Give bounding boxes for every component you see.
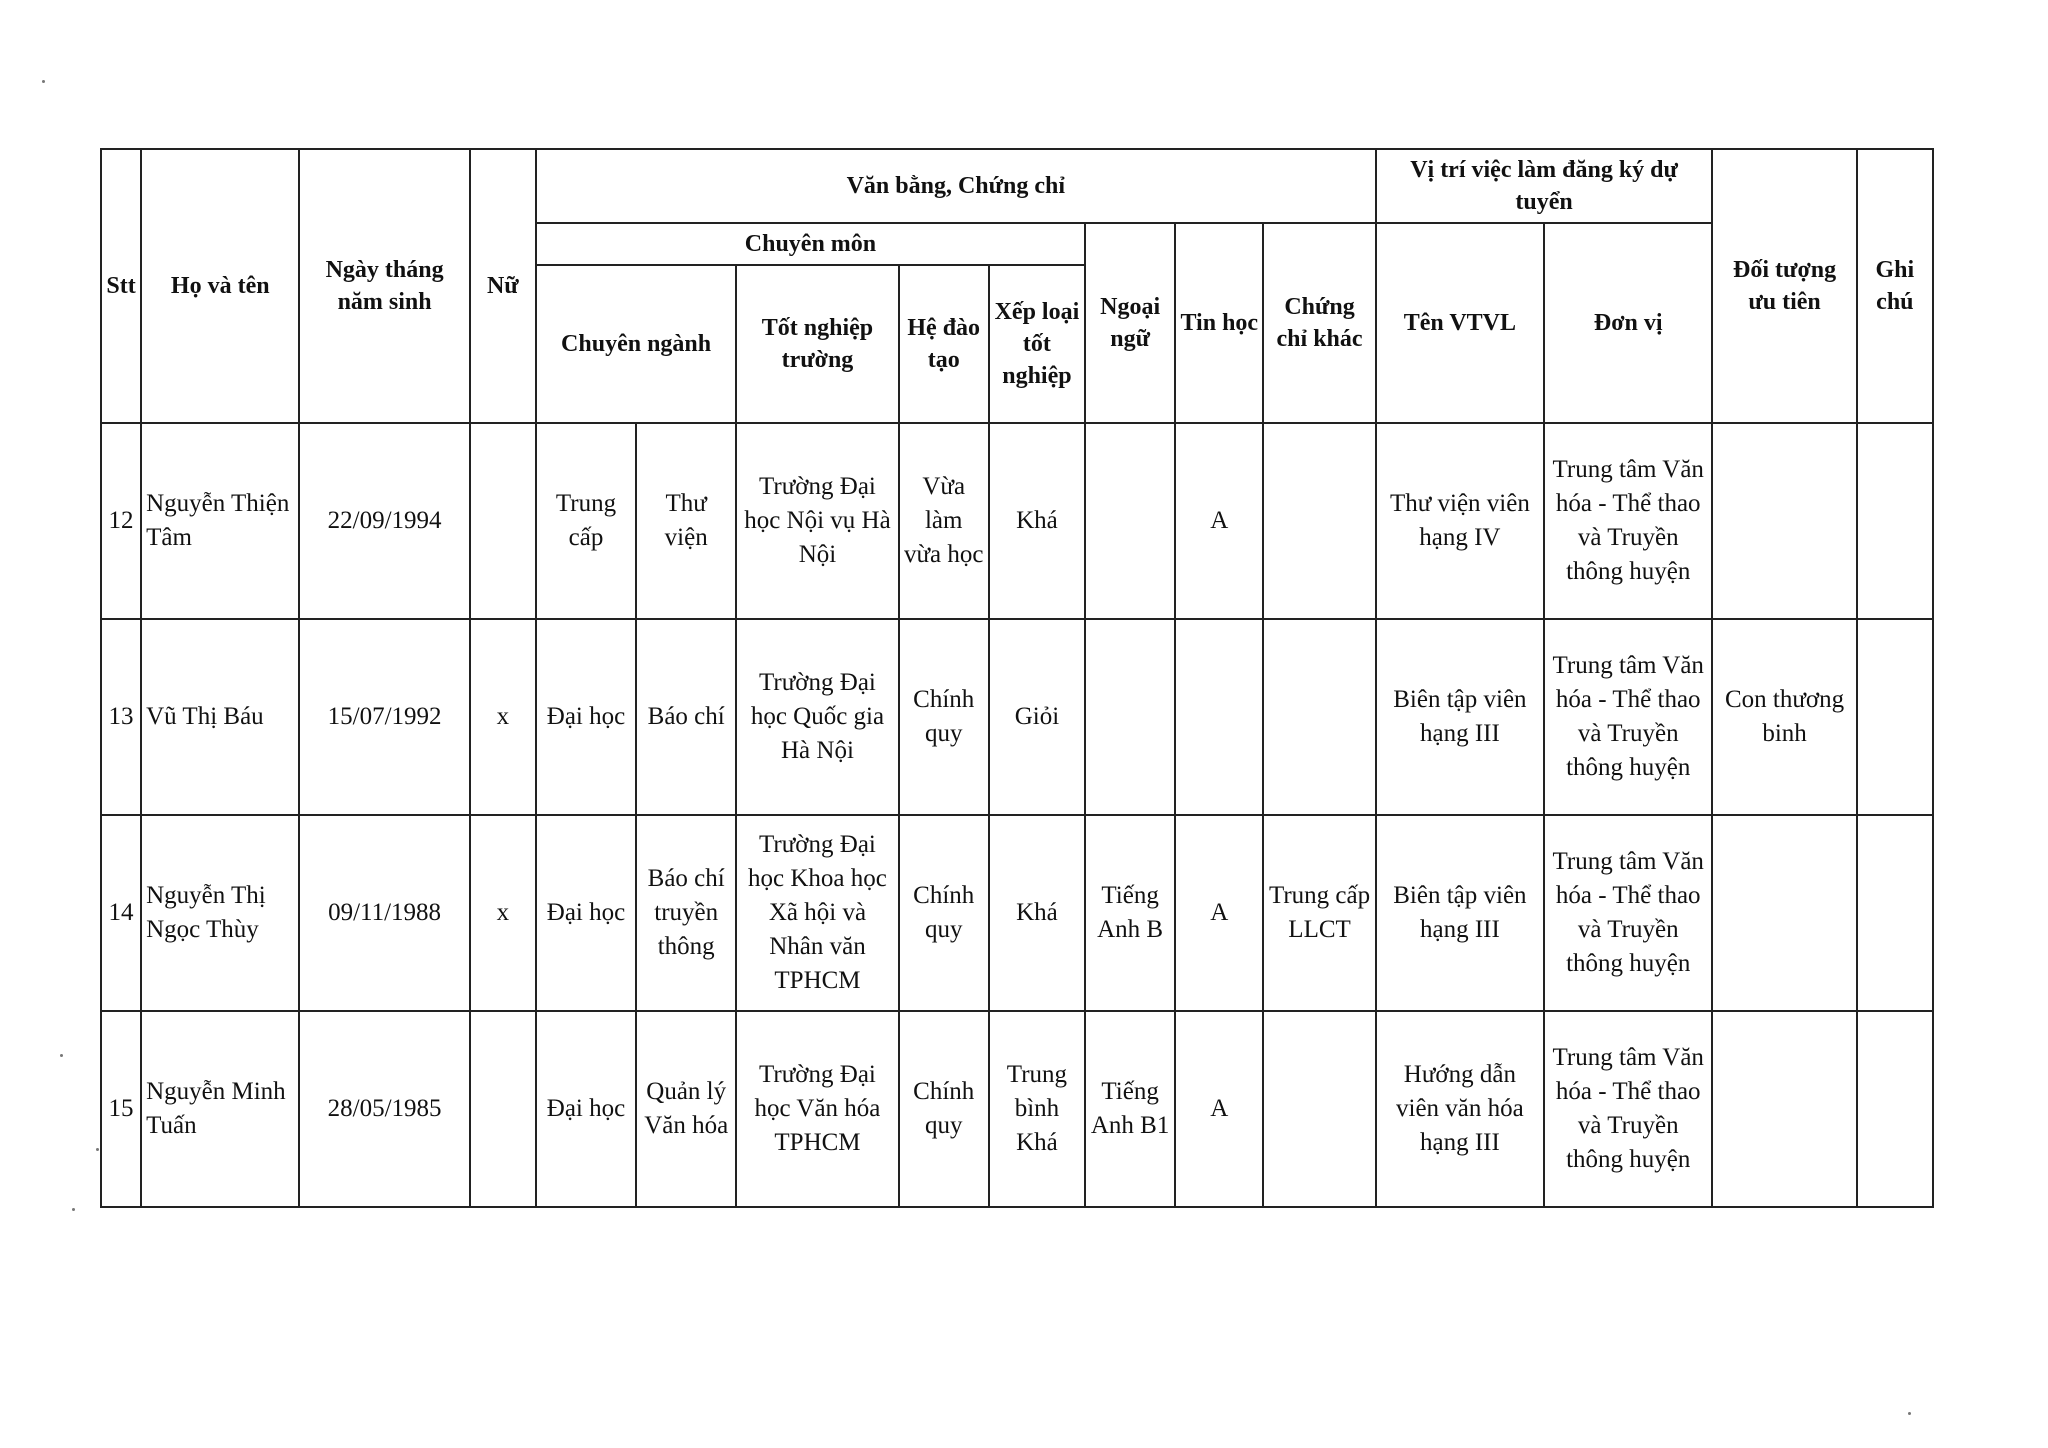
cell-mode: Chính quy <box>899 619 989 815</box>
candidate-table-container <box>100 148 1934 1208</box>
cell-female <box>470 423 536 619</box>
cell-mode: Chính quy <box>899 1011 989 1207</box>
table-row <box>101 423 1933 619</box>
table-row <box>101 619 1933 815</box>
cell-note <box>1857 1011 1933 1207</box>
header-other-certificate: Chứng chỉ khác <box>1263 223 1375 423</box>
cell-position: Hướng dẫn viên văn hóa hạng III <box>1376 1011 1544 1207</box>
cell-level: Đại học <box>536 619 636 815</box>
header-position-registered: Vị trí việc làm đăng ký dự tuyển <box>1376 149 1713 223</box>
header-priority: Đối tượng ưu tiên <box>1712 149 1856 423</box>
header-unit: Đơn vị <box>1544 223 1712 423</box>
cell-name: Vũ Thị Báu <box>141 619 299 815</box>
cell-mode: Vừa làm vừa học <box>899 423 989 619</box>
cell-school: Trường Đại học Quốc gia Hà Nội <box>736 619 898 815</box>
cell-priority: Con thương binh <box>1712 619 1856 815</box>
cell-language <box>1085 423 1175 619</box>
cell-major: Quản lý Văn hóa <box>636 1011 736 1207</box>
cell-position: Thư viện viên hạng IV <box>1376 423 1544 619</box>
cell-language <box>1085 619 1175 815</box>
cell-school: Trường Đại học Nội vụ Hà Nội <box>736 423 898 619</box>
cell-major: Thư viện <box>636 423 736 619</box>
cell-female <box>470 1011 536 1207</box>
scan-speck <box>72 1208 75 1211</box>
scan-speck <box>1908 1412 1911 1415</box>
header-date-of-birth: Ngày tháng năm sinh <box>299 149 469 423</box>
cell-unit: Trung tâm Văn hóa - Thể thao và Truyền thông huyện <box>1544 423 1712 619</box>
cell-dob: 28/05/1985 <box>299 1011 469 1207</box>
cell-unit: Trung tâm Văn hóa - Thể thao và Truyền thông huyện <box>1544 619 1712 815</box>
header-foreign-language: Ngoại ngữ <box>1085 223 1175 423</box>
cell-it: A <box>1175 423 1263 619</box>
cell-priority <box>1712 815 1856 1011</box>
cell-grade: Giỏi <box>989 619 1085 815</box>
table-row <box>101 815 1933 1011</box>
cell-grade: Khá <box>989 423 1085 619</box>
cell-it <box>1175 619 1263 815</box>
cell-unit: Trung tâm Văn hóa - Thể thao và Truyền thông huyện <box>1544 1011 1712 1207</box>
header-full-name: Họ và tên <box>141 149 299 423</box>
cell-level: Trung cấp <box>536 423 636 619</box>
cell-other-cert <box>1263 423 1375 619</box>
scan-speck <box>60 1054 63 1057</box>
cell-other-cert: Trung cấp LLCT <box>1263 815 1375 1011</box>
cell-mode: Chính quy <box>899 815 989 1011</box>
header-position-name: Tên VTVL <box>1376 223 1544 423</box>
cell-grade: Trung bình Khá <box>989 1011 1085 1207</box>
cell-position: Biên tập viên hạng III <box>1376 619 1544 815</box>
scan-speck <box>96 1148 99 1151</box>
cell-dob: 22/09/1994 <box>299 423 469 619</box>
cell-level: Đại học <box>536 1011 636 1207</box>
cell-note <box>1857 619 1933 815</box>
cell-name: Nguyễn Minh Tuấn <box>141 1011 299 1207</box>
cell-language: Tiếng Anh B <box>1085 815 1175 1011</box>
candidate-table <box>100 148 1934 1208</box>
cell-unit: Trung tâm Văn hóa - Thể thao và Truyền thông huyện <box>1544 815 1712 1011</box>
table-row <box>101 1011 1933 1207</box>
header-specialty: Chuyên môn <box>536 223 1085 265</box>
cell-female: x <box>470 619 536 815</box>
cell-position: Biên tập viên hạng III <box>1376 815 1544 1011</box>
cell-other-cert <box>1263 619 1375 815</box>
cell-female: x <box>470 815 536 1011</box>
cell-it: A <box>1175 815 1263 1011</box>
header-training-mode: Hệ đào tạo <box>899 265 989 423</box>
header-graduation-grade: Xếp loại tốt nghiệp <box>989 265 1085 423</box>
cell-note <box>1857 815 1933 1011</box>
cell-grade: Khá <box>989 815 1085 1011</box>
cell-name: Nguyễn Thiện Tâm <box>141 423 299 619</box>
header-qualifications: Văn bằng, Chứng chỉ <box>536 149 1376 223</box>
cell-level: Đại học <box>536 815 636 1011</box>
header-note: Ghi chú <box>1857 149 1933 423</box>
header-it: Tin học <box>1175 223 1263 423</box>
header-stt: Stt <box>101 149 141 423</box>
cell-note <box>1857 423 1933 619</box>
header-school: Tốt nghiệp trường <box>736 265 898 423</box>
cell-stt: 15 <box>101 1011 141 1207</box>
cell-dob: 15/07/1992 <box>299 619 469 815</box>
cell-priority <box>1712 423 1856 619</box>
header-female: Nữ <box>470 149 536 423</box>
cell-name: Nguyễn Thị Ngọc Thùy <box>141 815 299 1011</box>
cell-major: Báo chí truyền thông <box>636 815 736 1011</box>
cell-it: A <box>1175 1011 1263 1207</box>
cell-school: Trường Đại học Văn hóa TPHCM <box>736 1011 898 1207</box>
header-major: Chuyên ngành <box>536 265 736 423</box>
cell-major: Báo chí <box>636 619 736 815</box>
cell-stt: 13 <box>101 619 141 815</box>
scan-speck <box>42 80 45 83</box>
cell-other-cert <box>1263 1011 1375 1207</box>
cell-school: Trường Đại học Khoa học Xã hội và Nhân văn TPHCM <box>736 815 898 1011</box>
cell-dob: 09/11/1988 <box>299 815 469 1011</box>
cell-priority <box>1712 1011 1856 1207</box>
cell-stt: 14 <box>101 815 141 1011</box>
cell-stt: 12 <box>101 423 141 619</box>
cell-language: Tiếng Anh B1 <box>1085 1011 1175 1207</box>
